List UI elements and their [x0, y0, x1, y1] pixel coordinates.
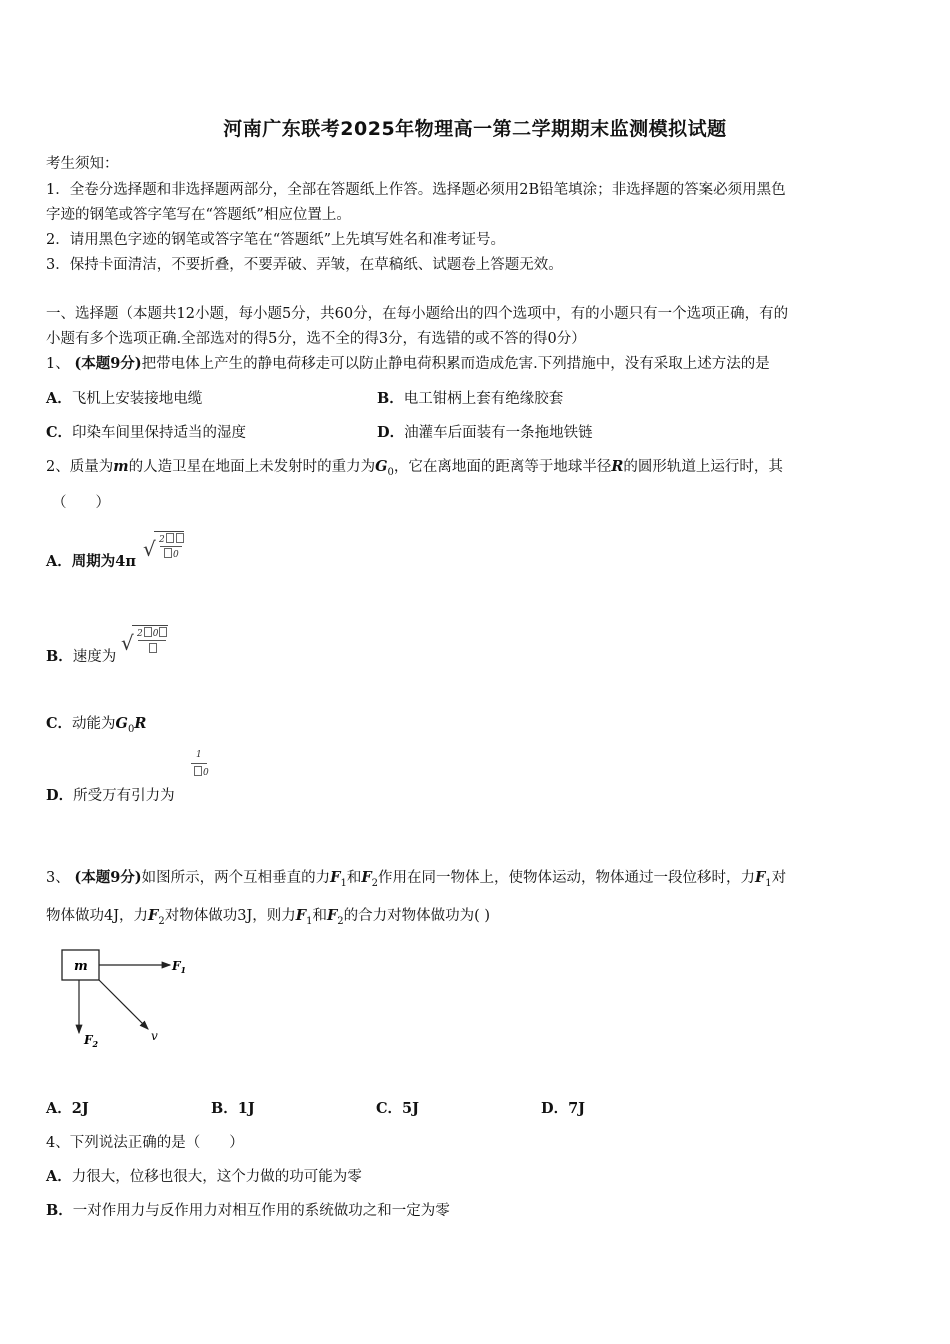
- fraction-numerator: 2: [159, 533, 185, 545]
- option-c[interactable]: C．印染车间里保持适当的湿度: [46, 424, 247, 441]
- question-score: (本题9分): [74, 355, 142, 372]
- answer-blank: （ ）: [52, 495, 110, 511]
- f1-label: $F_1$: [172, 959, 187, 975]
- option-c[interactable]: C．5J: [376, 1100, 419, 1117]
- section-intro: 一、选择题（本题共12小题，每小题5分，共60分，在每小题给出的四个选项中，有的小题只有一个选项正确，有的: [46, 306, 789, 322]
- section-intro: 小题有多个选项正确.全部选对的得5分，选不全的得3分，有选错的或不答的得0分）: [46, 331, 586, 347]
- option-b[interactable]: B．速度为: [46, 648, 117, 665]
- sqrt-icon: √: [121, 631, 134, 655]
- fraction-denominator: 0: [193, 766, 209, 778]
- velocity-label: v: [151, 1029, 158, 1043]
- fraction-numerator: 1: [196, 750, 202, 760]
- notice-heading: 考生须知：: [46, 156, 119, 172]
- sqrt-bar: [154, 531, 184, 532]
- question-2-stem: 2、质量为m的人造卫星在地面上未发射时的重力为$G_0$，它在离地面的距离等于地球半径R的圆形轨道上运行时，其: [46, 458, 783, 478]
- option-a[interactable]: A．飞机上安装接地电缆: [46, 390, 203, 407]
- option-b[interactable]: B．1J: [211, 1100, 255, 1117]
- notice-line: 字迹的钢笔或答字笔写在“答题纸”相应位置上。: [46, 207, 351, 223]
- fraction-line: [138, 640, 166, 641]
- option-a[interactable]: A．力很大，位移也很大，这个力做的功可能为零: [46, 1168, 362, 1185]
- velocity-arrow: [99, 980, 148, 1029]
- option-d[interactable]: D．7J: [541, 1100, 586, 1117]
- option-b[interactable]: B．一对作用力与反作用力对相互作用的系统做功之和一定为零: [46, 1202, 450, 1219]
- notice-line: 3．保持卡面清洁，不要折叠，不要弄破、弄皱，在草稿纸、试题卷上答题无效。: [46, 257, 563, 273]
- sqrt-icon: √: [143, 537, 156, 561]
- force-diagram: [50, 940, 200, 1050]
- notice-line: 2．请用黑色字迹的钢笔或答字笔在“答题纸”上先填写姓名和准考证号。: [46, 232, 506, 248]
- sqrt-bar: [132, 625, 168, 626]
- option-d[interactable]: D．油灌车后面装有一条拖地铁链: [377, 424, 593, 441]
- option-c[interactable]: C．动能为$G_0R$: [46, 715, 147, 735]
- question-3-stem-cont: 物体做功4J，力$F_2$对物体做功3J，则力$F_1$和$F_2$的合力对物体做功为( ): [46, 907, 491, 927]
- option-a[interactable]: A．2J: [46, 1100, 89, 1117]
- notice-line: 1．全卷分选择题和非选择题两部分，全部在答题纸上作答。选择题必须用2B铅笔填涂；非选择题的答案必须用黑色: [46, 182, 786, 198]
- fraction-line: [191, 763, 207, 764]
- page-title: 河南广东联考2025年物理高一第二学期期末监测模拟试题: [223, 118, 727, 140]
- option-a[interactable]: A．周期为4π: [46, 553, 136, 570]
- fraction-line: [160, 546, 182, 547]
- fraction-denominator: 0: [163, 548, 179, 560]
- f2-label: $F_2$: [84, 1033, 99, 1049]
- question-1-stem: 1、 (本题9分)把带电体上产生的静电荷移走可以防止静电荷积累而造成危害.下列措施中，没有采取上述方法的是: [46, 355, 770, 372]
- question-4-stem: 4、下列说法正确的是（ ）: [46, 1135, 244, 1151]
- fraction-numerator: 2 0: [137, 627, 168, 639]
- option-b[interactable]: B．电工钳柄上套有绝缘胶套: [377, 390, 564, 407]
- mass-label: m: [74, 959, 88, 974]
- question-3-stem: 3、 (本题9分)如图所示，两个互相垂直的力$F_1$和$F_2$作用在同一物体上，使物体运动，物体通过一段位移时，力$F_1$对: [46, 869, 787, 889]
- option-d[interactable]: D．所受万有引力为: [46, 787, 175, 804]
- fraction-denominator: [148, 643, 158, 655]
